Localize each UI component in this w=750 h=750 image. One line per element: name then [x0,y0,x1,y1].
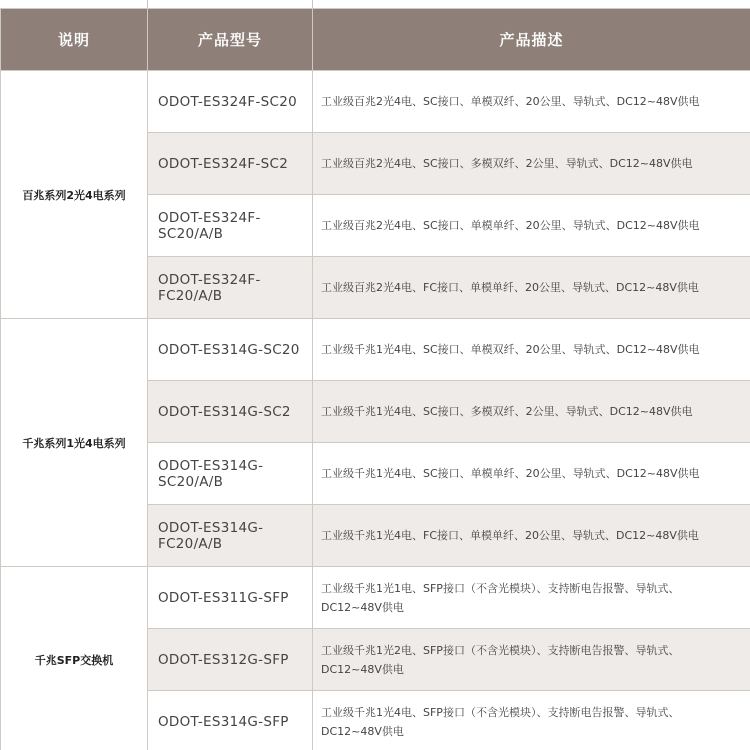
model-cell: ODOT-ES324F-FC20/A/B [148,257,313,319]
description-cell [313,691,750,750]
model-cell: ODOT-ES324F-SC20 [148,71,313,133]
description-line: 工业级千兆1光1电、SFP接口（不含光模块）、支持断电告报警、导轨式、 [321,581,680,595]
table-header-row [1,9,750,71]
table-row [1,319,750,381]
model-cell: ODOT-ES311G-SFP [148,567,313,629]
category-label: 千兆系列1光4电系列 [1,319,148,567]
model-cell: ODOT-ES314G-SC2 [148,381,313,443]
description-cell: 工业级千兆1光4电、SC接口、单模单纤、20公里、导轨式、DC12~48V供电 [313,443,750,505]
model-cell: ODOT-ES314G-SC20/A/B [148,443,313,505]
description-cell: 工业级百兆2光4电、SC接口、单模单纤、20公里、导轨式、DC12~48V供电 [313,195,750,257]
table-row [1,71,750,133]
model-cell: ODOT-ES314G-SFP [148,691,313,750]
description-line: DC12~48V供电 [321,724,404,738]
description-line: DC12~48V供电 [321,662,404,676]
table-row [1,567,750,629]
model-cell: ODOT-ES324F-SC20/A/B [148,195,313,257]
category-label: 千兆SFP交换机 [1,567,148,750]
divider [312,0,313,8]
model-cell: ODOT-ES314G-FC20/A/B [148,505,313,567]
divider [147,0,148,8]
description-cell: 工业级百兆2光4电、SC接口、多模双纤、2公里、导轨式、DC12~48V供电 [313,133,750,195]
description-cell: 工业级千兆1光4电、SC接口、多模双纤、2公里、导轨式、DC12~48V供电 [313,381,750,443]
description-line: 工业级千兆1光4电、SFP接口（不含光模块）、支持断电告报警、导轨式、 [321,705,680,719]
model-cell: ODOT-ES324F-SC2 [148,133,313,195]
description-cell: 工业级百兆2光4电、FC接口、单模单纤、20公里、导轨式、DC12~48V供电 [313,257,750,319]
description-cell: 工业级千兆1光4电、FC接口、单模单纤、20公里、导轨式、DC12~48V供电 [313,505,750,567]
description-cell [313,567,750,629]
product-spec-table [0,8,750,750]
model-cell: ODOT-ES314G-SC20 [148,319,313,381]
description-cell: 工业级千兆1光4电、SC接口、单模双纤、20公里、导轨式、DC12~48V供电 [313,319,750,381]
description-cell: 工业级百兆2光4电、SC接口、单模双纤、20公里、导轨式、DC12~48V供电 [313,71,750,133]
header-model: 产品型号 [148,9,313,71]
top-strip [0,0,750,8]
category-label: 百兆系列2光4电系列 [1,71,148,319]
description-line: 工业级千兆1光2电、SFP接口（不含光模块）、支持断电告报警、导轨式、 [321,643,680,657]
description-line: DC12~48V供电 [321,600,404,614]
model-cell: ODOT-ES312G-SFP [148,629,313,691]
description-cell [313,629,750,691]
header-product-description: 产品描述 [313,9,750,71]
header-description-type: 说明 [1,9,148,71]
